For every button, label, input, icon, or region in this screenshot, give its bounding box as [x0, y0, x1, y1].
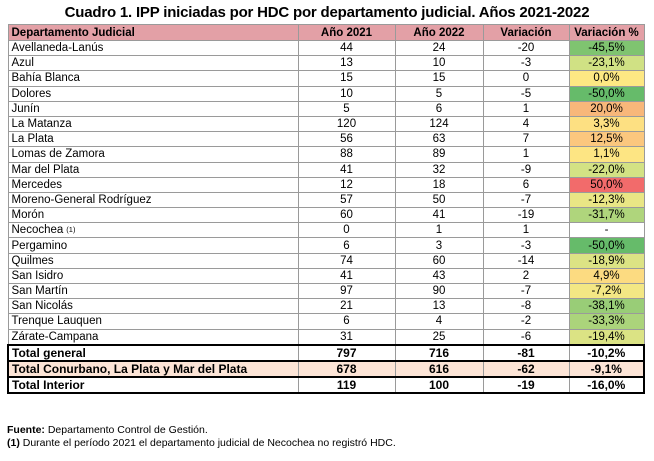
value-2021: 0: [298, 223, 395, 238]
table-row: [8, 329, 644, 345]
value-2021: 120: [298, 116, 395, 131]
table-row: [8, 147, 644, 162]
dept-name: [8, 177, 298, 192]
value-2021: 44: [298, 41, 395, 56]
value-variacion: 4: [483, 116, 569, 131]
value-variacion-pct: -50,0%: [569, 238, 644, 253]
total-2021: 678: [298, 361, 395, 377]
value-variacion-pct: -38,1%: [569, 299, 644, 314]
table-row: [8, 268, 644, 283]
dept-label: Pergamino: [11, 239, 68, 252]
header-variacion-pct: Variación %: [569, 25, 644, 41]
header-2021: Año 2021: [298, 25, 395, 41]
value-2022: 3: [395, 238, 483, 253]
table-row: [8, 223, 644, 238]
table-row: [8, 71, 644, 86]
value-2022: 90: [395, 284, 483, 299]
table-row: [8, 41, 644, 56]
source-line: [7, 424, 396, 437]
value-2022: 25: [395, 329, 483, 345]
dept-label: Lomas de Zamora: [11, 148, 105, 161]
value-variacion: -19: [483, 208, 569, 223]
table-title: Cuadro 1. IPP iniciadas por HDC por departamento judicial. Años 2021-2022: [64, 4, 590, 21]
dept-label: Bahía Blanca: [11, 72, 80, 85]
value-2021: 57: [298, 192, 395, 207]
note-line: [7, 437, 396, 450]
value-variacion: 1: [483, 223, 569, 238]
dept-name: [8, 132, 298, 147]
value-variacion-pct: -22,0%: [569, 162, 644, 177]
table-row: [8, 86, 644, 101]
total-variacion: -62: [483, 361, 569, 377]
total-2021: 797: [298, 345, 395, 361]
dept-label: Mar del Plata: [11, 163, 80, 176]
value-variacion-pct: 50,0%: [569, 177, 644, 192]
value-variacion-pct: -50,0%: [569, 86, 644, 101]
value-2022: 10: [395, 56, 483, 71]
value-variacion-pct: 20,0%: [569, 101, 644, 116]
total-variacion-pct: -16,0%: [569, 377, 644, 393]
table-row: [8, 314, 644, 329]
dept-name: [8, 284, 298, 299]
value-2021: 41: [298, 268, 395, 283]
dept-label: San Nicolás: [11, 300, 73, 313]
value-2022: 63: [395, 132, 483, 147]
value-2021: 41: [298, 162, 395, 177]
total-variacion: -81: [483, 345, 569, 361]
value-variacion: 1: [483, 101, 569, 116]
dept-label: Zárate-Campana: [11, 330, 99, 343]
total-row: [8, 345, 644, 361]
dept-name: [8, 162, 298, 177]
value-2021: 13: [298, 56, 395, 71]
total-label: Total Conurbano, La Plata y Mar del Plata: [8, 361, 298, 377]
dept-name: [8, 71, 298, 86]
value-2022: 89: [395, 147, 483, 162]
dept-label: Azul: [11, 57, 34, 70]
dept-label: La Plata: [11, 133, 54, 146]
value-2022: 24: [395, 41, 483, 56]
ipp-table: [7, 24, 645, 394]
table-row: [8, 132, 644, 147]
header-departamento: Departamento Judicial: [8, 25, 298, 41]
value-variacion: -7: [483, 192, 569, 207]
value-variacion-pct: -7,2%: [569, 284, 644, 299]
value-2022: 4: [395, 314, 483, 329]
dept-label: La Matanza: [11, 118, 72, 131]
value-variacion-pct: -19,4%: [569, 329, 644, 345]
value-2022: 32: [395, 162, 483, 177]
value-variacion: 6: [483, 177, 569, 192]
table-row: [8, 116, 644, 131]
value-2022: 124: [395, 116, 483, 131]
value-variacion-pct: -12,3%: [569, 192, 644, 207]
footer: [7, 424, 396, 450]
value-2022: 60: [395, 253, 483, 268]
table-row: [8, 177, 644, 192]
dept-name: [8, 299, 298, 314]
dept-label: San Isidro: [11, 269, 64, 282]
value-variacion: -6: [483, 329, 569, 345]
value-2022: 6: [395, 101, 483, 116]
header-2022: Año 2022: [395, 25, 483, 41]
dept-label: Necochea: [11, 224, 64, 237]
total-variacion-pct: -10,2%: [569, 345, 644, 361]
value-2021: 15: [298, 71, 395, 86]
dept-name: [8, 41, 298, 56]
value-variacion: -3: [483, 238, 569, 253]
total-2022: 716: [395, 345, 483, 361]
value-variacion: 1: [483, 147, 569, 162]
dept-name: [8, 192, 298, 207]
total-2021: 119: [298, 377, 395, 393]
dept-name: [8, 238, 298, 253]
value-2021: 56: [298, 132, 395, 147]
total-label: Total Interior: [8, 377, 298, 393]
value-variacion: 2: [483, 268, 569, 283]
total-variacion-pct: -9,1%: [569, 361, 644, 377]
value-2021: 12: [298, 177, 395, 192]
total-2022: 100: [395, 377, 483, 393]
table-row: [8, 192, 644, 207]
value-variacion-pct: -31,7%: [569, 208, 644, 223]
value-variacion-pct: -23,1%: [569, 56, 644, 71]
value-variacion-pct: 3,3%: [569, 116, 644, 131]
note-label: (1): [7, 437, 20, 449]
dept-name: [8, 147, 298, 162]
dept-label: Mercedes: [11, 178, 62, 191]
dept-name: [8, 56, 298, 71]
value-variacion-pct: 12,5%: [569, 132, 644, 147]
header-variacion: Variación: [483, 25, 569, 41]
header-row: [8, 25, 644, 41]
value-variacion: -7: [483, 284, 569, 299]
note-text: Durante el período 2021 el departamento judicial de Necochea no registró HDC.: [19, 437, 396, 449]
dept-label: Trenque Lauquen: [11, 315, 102, 328]
value-2022: 15: [395, 71, 483, 86]
dept-name: [8, 223, 298, 238]
value-variacion: -20: [483, 41, 569, 56]
value-2021: 97: [298, 284, 395, 299]
value-variacion: 7: [483, 132, 569, 147]
value-2022: 13: [395, 299, 483, 314]
value-variacion-pct: 1,1%: [569, 147, 644, 162]
dept-label: Quilmes: [11, 254, 54, 267]
table-body: [8, 41, 644, 394]
value-2021: 74: [298, 253, 395, 268]
dept-name: [8, 253, 298, 268]
total-2022: 616: [395, 361, 483, 377]
value-2021: 60: [298, 208, 395, 223]
total-label: Total general: [8, 345, 298, 361]
value-2022: 5: [395, 86, 483, 101]
source-text: Departamento Control de Gestión.: [44, 424, 208, 436]
value-variacion: -3: [483, 56, 569, 71]
value-2022: 1: [395, 223, 483, 238]
dept-label: San Martín: [11, 285, 68, 298]
value-2021: 21: [298, 299, 395, 314]
value-variacion-pct: 0,0%: [569, 71, 644, 86]
dept-name: [8, 314, 298, 329]
dept-name: [8, 86, 298, 101]
value-variacion: 0: [483, 71, 569, 86]
table-row: [8, 284, 644, 299]
total-row: [8, 361, 644, 377]
value-variacion-pct: -18,9%: [569, 253, 644, 268]
value-variacion-pct: -: [569, 223, 644, 238]
value-variacion: -9: [483, 162, 569, 177]
total-variacion: -19: [483, 377, 569, 393]
dept-name: [8, 101, 298, 116]
value-variacion-pct: -33,3%: [569, 314, 644, 329]
value-2021: 31: [298, 329, 395, 345]
value-2021: 6: [298, 238, 395, 253]
dept-label: Dolores: [11, 87, 52, 100]
table-row: [8, 162, 644, 177]
table-row: [8, 208, 644, 223]
table-row: [8, 253, 644, 268]
table-row: [8, 299, 644, 314]
dept-label: Junín: [11, 102, 40, 115]
total-row: [8, 377, 644, 393]
dept-name: [8, 116, 298, 131]
table-row: [8, 56, 644, 71]
value-variacion-pct: 4,9%: [569, 268, 644, 283]
value-2021: 6: [298, 314, 395, 329]
dept-label: Avellaneda-Lanús: [11, 42, 104, 55]
dept-name: [8, 329, 298, 345]
dept-name: [8, 268, 298, 283]
table-row: [8, 238, 644, 253]
value-variacion: -8: [483, 299, 569, 314]
value-2021: 5: [298, 101, 395, 116]
value-2022: 41: [395, 208, 483, 223]
source-label: Fuente:: [7, 424, 45, 436]
value-variacion: -5: [483, 86, 569, 101]
dept-label: Moreno-General Rodríguez: [11, 193, 152, 206]
dept-label: Morón: [11, 209, 45, 222]
value-2022: 43: [395, 268, 483, 283]
value-2021: 10: [298, 86, 395, 101]
dept-name: [8, 208, 298, 223]
value-variacion: -2: [483, 314, 569, 329]
value-2022: 18: [395, 177, 483, 192]
value-2021: 88: [298, 147, 395, 162]
footnote-marker: (1): [66, 225, 76, 235]
value-variacion-pct: -45,5%: [569, 41, 644, 56]
table-row: [8, 101, 644, 116]
value-2022: 50: [395, 192, 483, 207]
value-variacion: -14: [483, 253, 569, 268]
